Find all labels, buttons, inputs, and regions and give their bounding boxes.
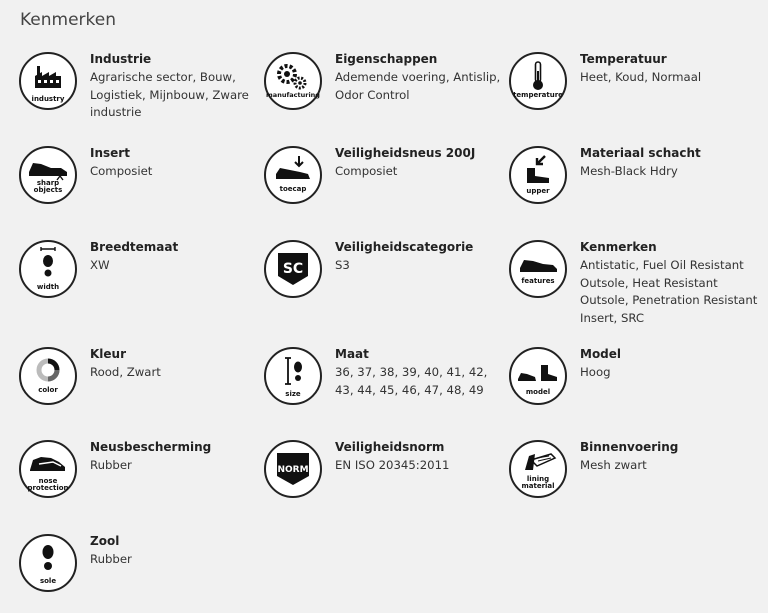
model-badge (509, 347, 567, 405)
feature-kleur (19, 347, 269, 409)
sharp-objects-badge (19, 146, 77, 204)
sole-badge (19, 534, 77, 592)
badge-caption: industry (31, 95, 65, 103)
feature-materiaal-schacht (509, 146, 759, 208)
section-title: Kenmerken (20, 10, 117, 30)
gears-icon (266, 54, 320, 108)
feature-label: Kenmerken (580, 240, 657, 254)
feature-label: Insert (90, 146, 130, 160)
feature-veiligheidsnorm (264, 440, 514, 502)
industry-badge (19, 52, 77, 110)
feature-label: Kleur (90, 347, 127, 361)
shoe-features-icon (511, 242, 565, 296)
shield-norm-icon (266, 442, 320, 496)
badge-caption: upper (526, 187, 550, 195)
color-ring-icon (21, 349, 75, 403)
shield-sc-icon (266, 242, 320, 296)
feature-value: Hoog (580, 365, 611, 379)
feature-label: Temperatuur (580, 52, 667, 66)
feature-value: Rubber (90, 458, 132, 472)
badge-caption: color (38, 386, 58, 394)
feature-maat (264, 347, 514, 409)
shield-badge-text: SC (282, 261, 304, 277)
feature-label: Veiligheidsnorm (335, 440, 445, 454)
safety-norm-badge (264, 440, 322, 498)
badge-caption: temperature (513, 91, 563, 99)
badge-caption: size (285, 390, 301, 398)
feature-label: Veiligheidsneus 200J (335, 146, 476, 160)
width-badge (19, 240, 77, 298)
badge-caption: sharp objects (33, 179, 63, 194)
badge-caption: toecap (279, 185, 307, 193)
feature-label: Maat (335, 347, 369, 361)
feature-label: Eigenschappen (335, 52, 438, 66)
feature-value: Rood, Zwart (90, 365, 161, 379)
nose-protection-badge (19, 440, 77, 498)
feature-label: Veiligheidscategorie (335, 240, 474, 254)
badge-caption: width (36, 283, 60, 291)
upper-badge (509, 146, 567, 204)
badge-caption: model (525, 388, 551, 396)
toecap-badge (264, 146, 322, 204)
feature-binnenvoering (509, 440, 759, 502)
feature-industrie (19, 52, 269, 122)
feature-eigenschappen (264, 52, 514, 122)
feature-label: Industrie (90, 52, 152, 66)
feature-label: Neusbescherming (90, 440, 212, 454)
color-badge (19, 347, 77, 405)
feature-value: Heet, Koud, Normaal (580, 70, 702, 84)
temperature-badge (509, 52, 567, 110)
feature-value: EN ISO 20345:2011 (335, 458, 450, 472)
feature-value: Rubber (90, 552, 132, 566)
feature-value: Composiet (335, 164, 398, 178)
feature-zool (19, 534, 269, 596)
badge-caption: features (521, 277, 555, 285)
feature-model (509, 347, 759, 409)
feature-label: Zool (90, 534, 120, 548)
badge-caption: lining material (521, 475, 555, 490)
feature-value: Mesh-Black Hdry (580, 164, 678, 178)
feature-value: XW (90, 258, 110, 272)
thermometer-icon (511, 54, 565, 108)
size-badge (264, 347, 322, 405)
feature-temperatuur (509, 52, 759, 122)
safety-category-badge (264, 240, 322, 298)
feature-value: Composiet (90, 164, 153, 178)
feature-label: Binnenvoering (580, 440, 679, 454)
feature-neusbescherming (19, 440, 269, 502)
feature-value: Mesh zwart (580, 458, 647, 472)
feature-value: Ademende voering, Antislip, Odor Control (335, 70, 501, 102)
feature-value: S3 (335, 258, 350, 272)
feature-insert (19, 146, 269, 208)
feature-value: Agrarische sector, Bouw, Logistiek, Mijnbouw, Zware industrie (90, 70, 249, 119)
feature-label: Breedtemaat (90, 240, 179, 254)
feature-value: 36, 37, 38, 39, 40, 41, 42, 43, 44, 45, 46, 47, 48, 49 (335, 365, 488, 397)
feature-kenmerken (509, 240, 759, 325)
features-badge (509, 240, 567, 298)
feature-breedtemaat (19, 240, 269, 302)
feature-value: Antistatic, Fuel Oil Resistant Outsole, Heat Resistant Outsole, Penetration Resistant Insert, SRC (580, 258, 758, 325)
shoe-toecap-icon (266, 148, 320, 202)
badge-caption: nose protection (27, 477, 69, 492)
shield-badge-text: NORM (277, 465, 309, 475)
lining-material-badge (509, 440, 567, 498)
feature-veiligheidsneus (264, 146, 514, 208)
badge-caption: sole (39, 577, 57, 585)
manufacturing-badge (264, 52, 322, 110)
feature-label: Model (580, 347, 622, 361)
badge-caption: manufacturing (266, 91, 320, 99)
feature-veiligheidscategorie (264, 240, 514, 302)
feature-label: Materiaal schacht (580, 146, 701, 160)
